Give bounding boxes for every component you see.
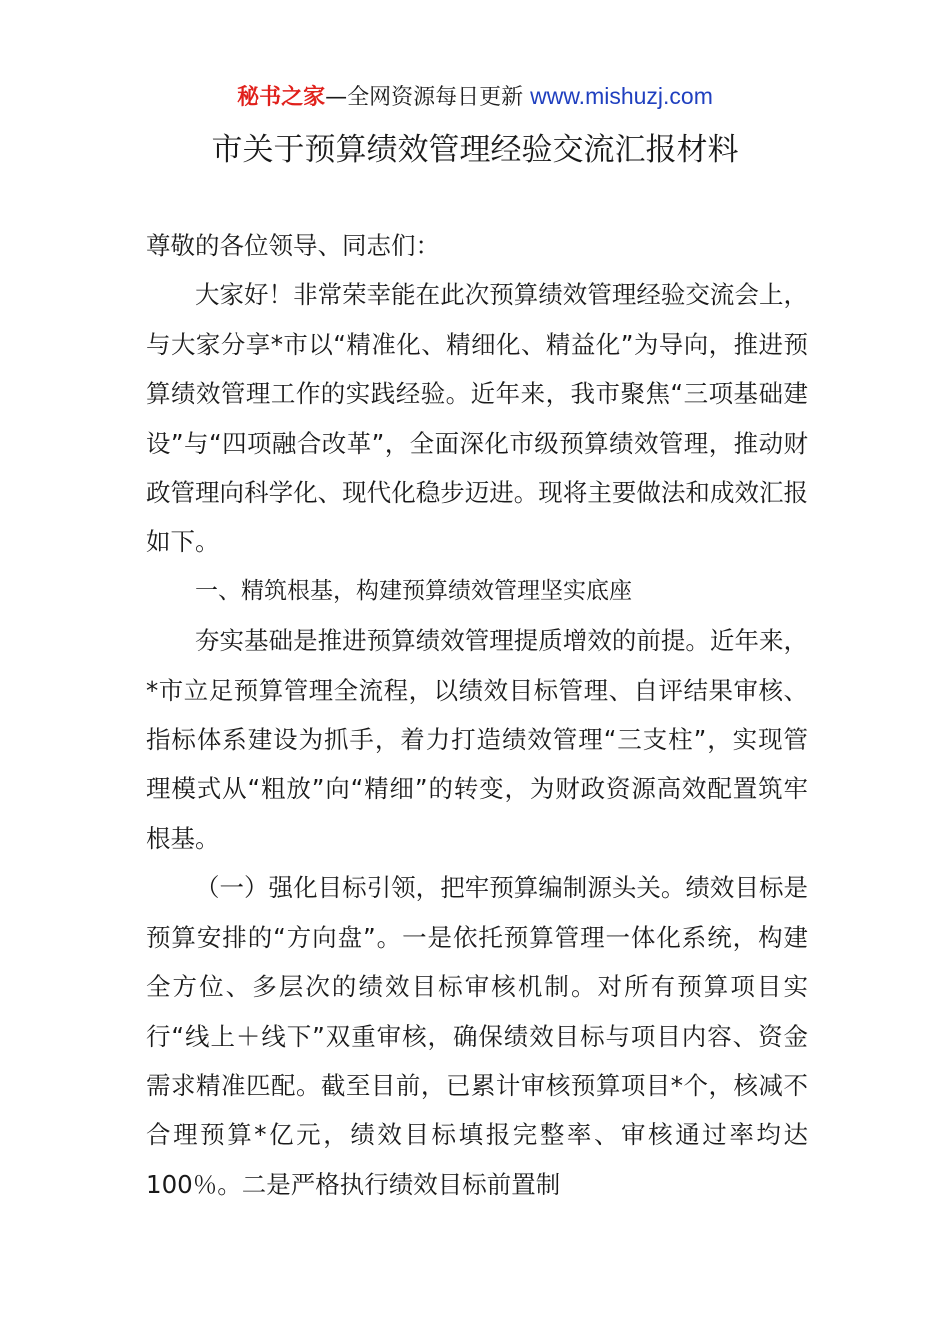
paragraph-foundation: 夯实基础是推进预算绩效管理提质增效的前提。近年来，*市立足预算管理全流程，以绩效目标管理、自评结果审核、指标体系建设为抓手，着力打造绩效管理“三支柱”，实现管理模式从“粗放”向“精细”的转变，为财政资源高效配置筑牢根基。 — [146, 626, 808, 853]
site-slogan: —全网资源每日更新 — [325, 85, 531, 110]
site-url-link[interactable]: www.mishuzj.com — [530, 83, 713, 109]
paragraph-intro: 大家好！非常荣幸能在此次预算绩效管理经验交流会上，与大家分享*市以“精准化、精细化、精益化”为导向，推进预算绩效管理工作的实践经验。近年来，我市聚焦“三项基础建设”与“四项融合改革”，全面深化市级预算绩效管理，推动财政管理向科学化、现代化稳步迈进。现将主要做法和成效汇报如下。 — [146, 280, 808, 557]
section-heading: 一、精筑根基，构建预算绩效管理坚实底座 — [195, 577, 632, 604]
document-title: 市关于预算绩效管理经验交流汇报材料 — [211, 132, 739, 168]
document-body — [146, 221, 808, 1209]
site-header — [0, 80, 950, 114]
site-brand: 秘书之家 — [237, 85, 326, 110]
salutation: 尊敬的各位领导、同志们： — [146, 231, 440, 260]
paragraph-target-guidance: （一）强化目标引领，把牢预算编制源头关。绩效目标是预算安排的“方向盘”。一是依托预算管理一体化系统，构建全方位、多层次的绩效目标审核机制。对所有预算项目实行“线上＋线下”双重审核，确保绩效目标与项目内容、资金需求精准匹配。截至目前，已累计审核预算项目*个，核减不合理预算*亿元，绩效目标填报完整率、审核通过率均达 100％。二是严格执行绩效目标前置制 — [146, 873, 808, 1199]
